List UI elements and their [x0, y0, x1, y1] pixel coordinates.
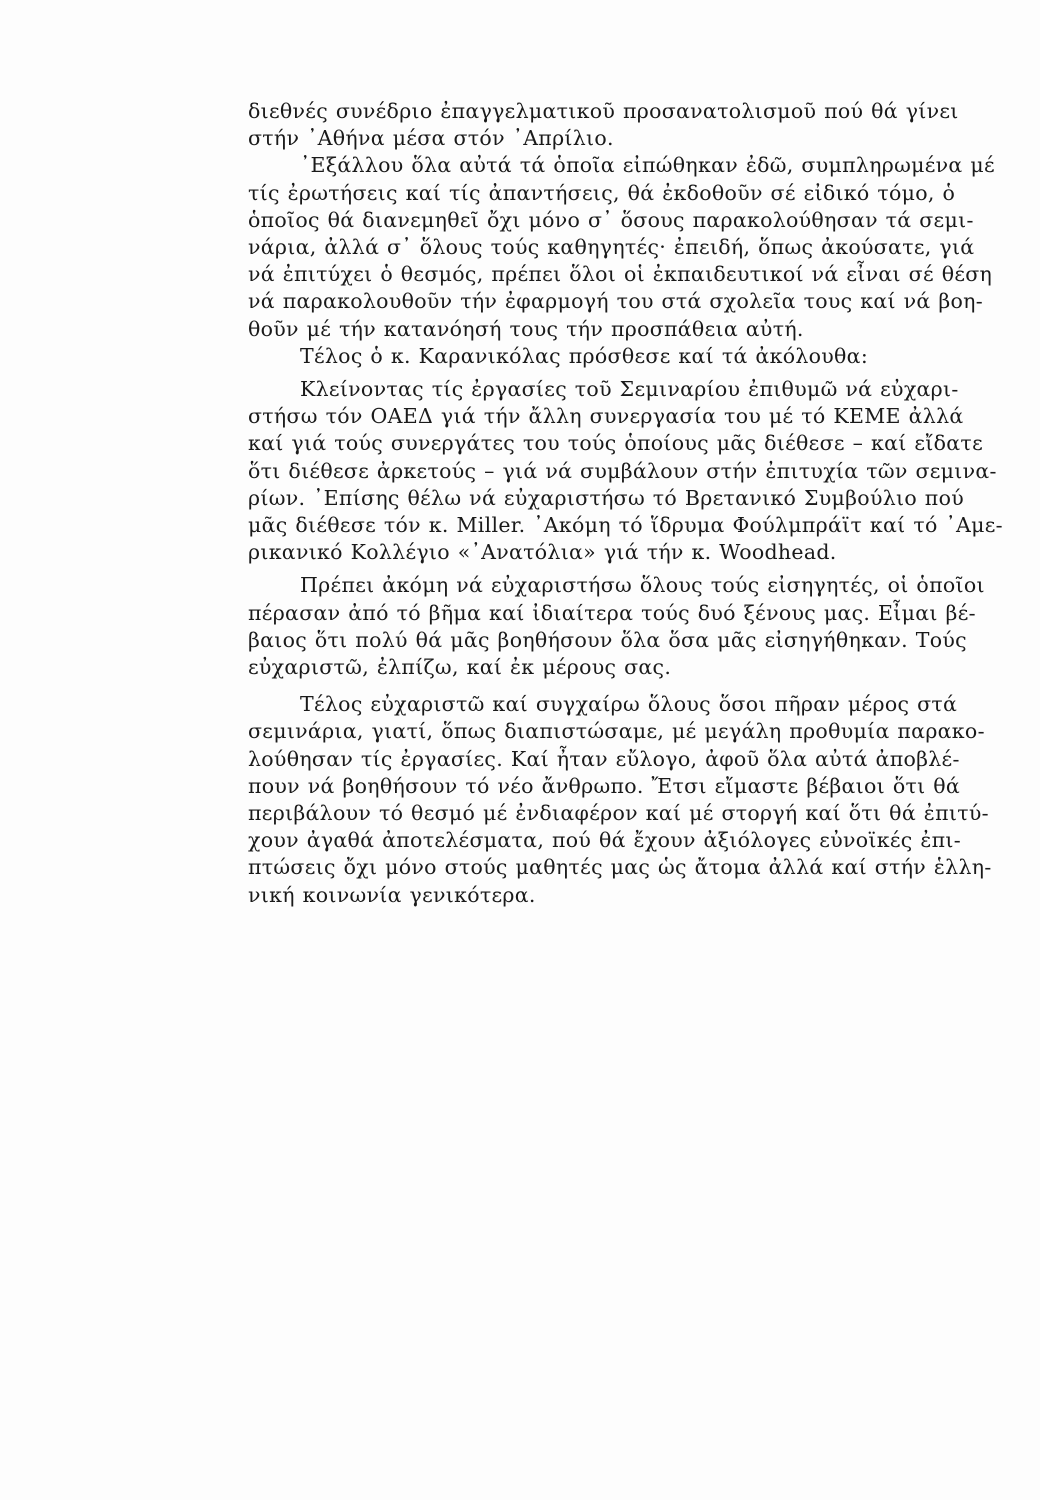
text-line: πουν νά βοηθήσουν τό νέο ἄνθρωπο. Ἔτσι εἴμαστε βέβαιοι ὅτι θά	[248, 773, 961, 798]
text-line: βαιος ὅτι πολύ θά μᾶς βοηθήσουν ὅλα ὅσα μᾶς εἰσηγήθηκαν. Τούς	[248, 627, 967, 652]
text-line: στήν ᾽Αθήνα μέσα στόν ᾽Απρίλιο.	[248, 126, 614, 151]
paragraph	[248, 572, 1010, 681]
text-line: καί γιά τούς συνεργάτες του τούς ὁποίους μᾶς διέθεσε – καί εἴδατε	[248, 431, 983, 456]
text-line: ρίων. ᾽Επίσης θέλω νά εὐχαριστήσω τό Βρετανικό Συμβούλιο πού	[248, 485, 964, 510]
text-line: νική κοινωνία γενικότερα.	[248, 882, 536, 907]
paragraph	[248, 98, 1010, 152]
text-line: τίς ἐρωτήσεις καί τίς ἀπαντήσεις, θά ἐκδοθοῦν σέ εἰδικό τόμο, ὁ	[248, 180, 956, 205]
text-line: σεμινάρια, γιατί, ὅπως διαπιστώσαμε, μέ μεγάλη προθυμία παρακο-	[248, 719, 985, 744]
paragraph	[248, 343, 1010, 370]
text-line: περιβάλουν τό θεσμό μέ ἐνδιαφέρον καί μέ στοργή καί ὅτι θά ἐπιτύ-	[248, 801, 989, 826]
text-line: Τέλος εὐχαριστῶ καί συγχαίρω ὅλους ὅσοι πῆραν μέρος στά	[300, 692, 958, 717]
text-line: χουν ἀγαθά ἀποτελέσματα, πού θά ἔχουν ἀξιόλογες εὐνοϊκές ἐπι-	[248, 828, 961, 853]
text-line: πτώσεις ὄχι μόνο στούς μαθητές μας ὡς ἄτομα ἀλλά καί στήν ἑλλη-	[248, 855, 992, 880]
text-line: ὁποῖος θά διανεμηθεῖ ὄχι μόνο σ᾽ ὅσους παρακολούθησαν τά σεμι-	[248, 207, 974, 232]
paragraph	[248, 376, 1010, 566]
text-line: Τέλος ὁ κ. Καρανικόλας πρόσθεσε καί τά ἀκόλουθα:	[300, 343, 869, 368]
text-line: Πρέπει ἀκόμη νά εὐχαριστήσω ὅλους τούς εἰσηγητές, οἱ ὁποῖοι	[300, 573, 985, 598]
text-line: θοῦν μέ τήν κατανόησή τους τήν προσπάθεια αὐτή.	[248, 316, 804, 341]
text-line: ρικανικό Κολλέγιο «᾽Ανατόλια» γιά τήν κ. Woodhead.	[248, 540, 837, 565]
text-line: διεθνές συνέδριο ἐπαγγελματικοῦ προσανατολισμοῦ πού θά γίνει	[248, 99, 959, 123]
text-line: ὅτι διέθεσε ἀρκετούς – γιά νά συμβάλουν στήν ἐπιτυχία τῶν σεμινα-	[248, 458, 997, 483]
text-line: πέρασαν ἀπό τό βῆμα καί ἰδιαίτερα τούς δυό ξένους μας. Εἶμαι βέ-	[248, 600, 976, 625]
text-line: στήσω τόν ΟΑΕΔ γιά τήν ἄλλη συνεργασία του μέ τό ΚΕΜΕ ἀλλά	[248, 404, 964, 429]
text-line: νάρια, ἀλλά σ᾽ ὅλους τούς καθηγητές· ἐπειδή, ὅπως ἀκούσατε, γιά	[248, 235, 975, 260]
paragraph	[248, 691, 1010, 909]
text-line: εὐχαριστῶ, ἐλπίζω, καί ἐκ μέρους σας.	[248, 655, 672, 680]
text-line: ᾽Εξάλλου ὅλα αὐτά τά ὁποῖα εἰπώθηκαν ἐδῶ, συμπληρωμένα μέ	[300, 153, 995, 178]
text-line: μᾶς διέθεσε τόν κ. Miller. ᾽Ακόμη τό ἵδρυμα Φούλμπράϊτ καί τό ᾽Αμε-	[248, 513, 1003, 538]
paragraph	[248, 152, 1010, 342]
text-line: Κλείνοντας τίς ἐργασίες τοῦ Σεμιναρίου ἐπιθυμῶ νά εὐχαρι-	[300, 377, 959, 402]
text-line: λούθησαν τίς ἐργασίες. Καί ἦταν εὔλογο, ἀφοῦ ὅλα αὐτά ἀποβλέ-	[248, 746, 960, 771]
text-line: νά ἐπιτύχει ὁ θεσμός, πρέπει ὅλοι οἱ ἐκπαιδευτικοί νά εἶναι σέ θέση	[248, 262, 993, 287]
body-text	[248, 98, 1010, 909]
text-line: νά παρακολουθοῦν τήν ἐφαρμογή του στά σχολεῖα τους καί νά βοη-	[248, 289, 983, 314]
